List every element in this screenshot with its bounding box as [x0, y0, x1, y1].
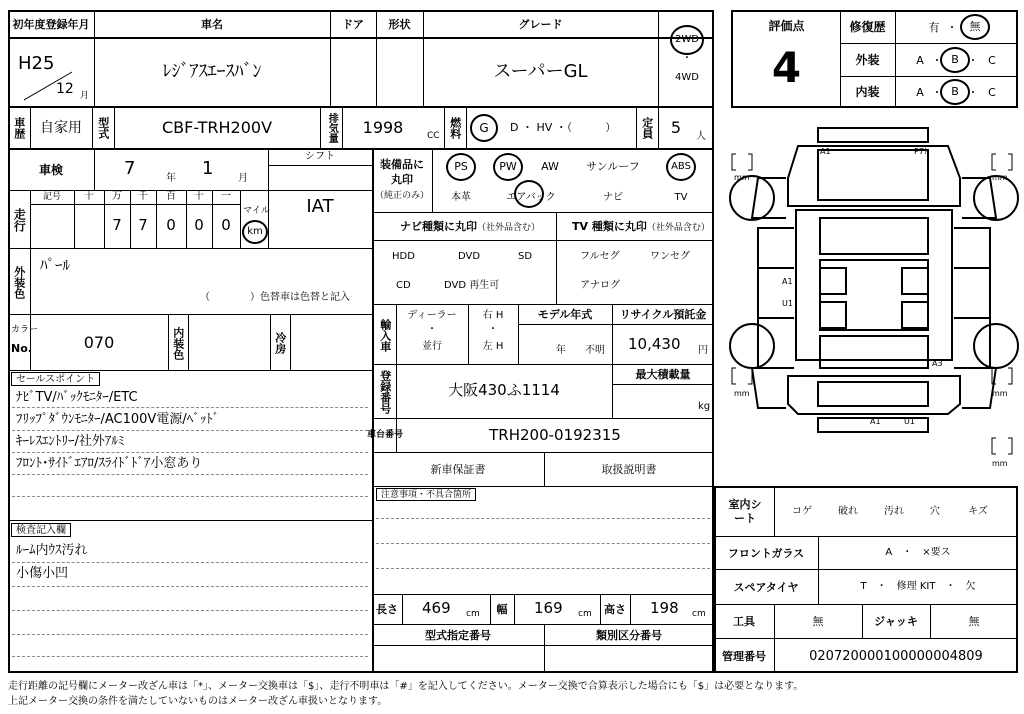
digit-label-4: 十 [194, 191, 204, 203]
exterior-color-label: 外装色 [12, 265, 26, 299]
exterior-label: 外装 [855, 53, 880, 68]
shift-value: IAT [306, 195, 334, 217]
notes-label: 注意事項・不具合箇所 [376, 488, 476, 501]
exterior-color-value: ﾊﾟｰﾙ [40, 256, 71, 274]
mileage-label: 走行 [12, 208, 27, 232]
width-value: 169 [534, 599, 563, 617]
kg-unit: kg [698, 401, 711, 412]
reg-year: H25 [18, 53, 55, 74]
exterior-color-note: （ ）色替車は色替と記入 [200, 292, 350, 303]
diagram-mark-6: U1 [904, 417, 915, 426]
navi-types-title: ナビ種類に丸印（社外品含む） [400, 220, 541, 233]
diagram-mm-1: mm [734, 173, 750, 182]
grade-value: スーパーGL [493, 60, 588, 82]
import-dot-2: ・ [488, 323, 498, 335]
cc-unit: CC [427, 131, 440, 141]
chassis-label: 車台番号 [367, 430, 404, 441]
diagram-roof-seat-1 [820, 268, 846, 294]
diagram-rear-window [820, 336, 928, 368]
jack-value: 無 [968, 615, 980, 629]
navi-cd: CD [396, 280, 411, 291]
digit-label-1: 万 [112, 191, 122, 203]
seat-item-4: キズ [968, 505, 988, 517]
equip-airbag: エアバック [506, 191, 556, 203]
import-right: 右 H [482, 309, 504, 321]
reg-month: 12 [56, 81, 74, 97]
mile-label: マイル [243, 206, 270, 216]
interior-dot-2: ・ [967, 85, 979, 99]
registration-value: 大阪430ふ1114 [448, 381, 560, 400]
digit-5: 0 [221, 216, 231, 235]
interior-label: 内装 [855, 85, 880, 100]
fuel-label: 燃料 [448, 117, 462, 139]
digit-label-2: 千 [138, 191, 148, 203]
inspection-month-unit: 月 [238, 173, 248, 184]
length-value: 469 [422, 599, 451, 617]
sales-point-line-0: ﾅﾋﾞTV/ﾊﾞｯｸﾓﾆﾀｰ/ETC [16, 390, 138, 405]
spare-tire-value: T ・ 修理 KIT ・ 欠 [860, 581, 976, 593]
doc-manual: 取扱説明書 [601, 463, 657, 477]
equip-navi: ナビ [603, 191, 623, 203]
doc-warranty: 新車保証書 [430, 463, 486, 477]
car-diagram [728, 118, 1020, 478]
diagram-roof-seat-3 [820, 302, 846, 328]
equipment-label-1: 装備品に [380, 158, 424, 172]
diagram-bracket-2 [992, 154, 1012, 170]
exterior-dot-1: ・ [931, 53, 943, 67]
capacity-label: 定員 [640, 117, 654, 139]
jack-label: ジャッキ [874, 615, 918, 629]
car-name-value: ﾚｼﾞｱｽｴｰｽﾊﾞﾝ [162, 60, 262, 82]
diagram-front-bumper [818, 128, 928, 142]
tv-types-title: TV 種類に丸印（社外品含む） [572, 220, 710, 233]
interior-c: C [988, 85, 996, 99]
seat-item-2: 汚れ [884, 505, 904, 517]
length-label: 長さ [376, 603, 398, 617]
shape-label: 形状 [388, 17, 411, 31]
history-label: 車歴 [12, 117, 26, 139]
diagram-mm-2: mm [992, 173, 1008, 182]
displacement-label: 排気量 [326, 113, 338, 143]
inspection-label: 車検 [38, 162, 63, 177]
door-label: ドア [342, 17, 364, 31]
sales-point-line-1: ﾌﾘｯﾌﾟﾀﾞｳﾝﾓﾆﾀｰ/AC100V電源/ﾍﾞｯﾄﾞ [16, 412, 220, 427]
diagram-bracket-3 [732, 368, 752, 384]
tools-value: 無 [812, 615, 824, 629]
import-dot-1: ・ [427, 323, 437, 335]
tv-oneseg: ワンセグ [650, 251, 690, 262]
recycle-unit: 円 [698, 345, 708, 356]
color-no-label-bottom: No. [11, 342, 32, 355]
diagram-mark-1: P7ﾄ [914, 147, 928, 156]
model-value: CBF-TRH200V [161, 117, 273, 137]
height-value: 198 [650, 599, 679, 617]
diagram-mark-4: A3 [932, 359, 943, 368]
footer-line-2: 上記メーター交換の条件を満たしていないものはメーター改ざん車扱いとなります。 [8, 696, 388, 707]
length-unit: cm [466, 609, 480, 619]
diagram-bracket-5 [992, 438, 1012, 454]
exterior-b: B [951, 53, 959, 67]
management-value: 020720000100000004809 [809, 648, 983, 664]
history-value: 自家用 [40, 119, 82, 136]
inspection-month: 1 [202, 158, 214, 179]
month-unit: 月 [80, 91, 90, 101]
model-year-label: モデル年式 [537, 308, 593, 322]
tv-fullseg: フルセグ [580, 251, 620, 262]
diagram-roof-seat-2 [902, 268, 928, 294]
score-value: 4 [771, 42, 802, 92]
diagram-left-side [758, 228, 794, 368]
equip-leather: 本革 [451, 191, 471, 203]
footer-line-1: 走行距離の記号欄にメーター改ざん車は「*」、メーター交換車は「$」、走行不明車は「#」を記入してください。メーター交換で合算表示した場合にも「$」は必要となります。 [8, 681, 804, 692]
diagram-mark-2: A1 [782, 277, 793, 286]
diagram-mark-0: A1 [820, 147, 831, 156]
interior-dot-1: ・ [931, 85, 943, 99]
tv-analog: アナログ [580, 280, 620, 291]
max-load-label: 最大積載量 [635, 368, 691, 382]
repair-no: 無 [969, 20, 981, 34]
aircon-label: 冷房 [273, 332, 287, 354]
tools-label: 工具 [733, 615, 755, 629]
drive-dot: ・ [682, 52, 692, 64]
width-label: 幅 [496, 603, 508, 617]
equip-ps: PS [454, 160, 468, 174]
navi-sd: SD [518, 251, 533, 262]
digit-label-3: 百 [166, 191, 176, 203]
digit-2: 7 [138, 216, 148, 235]
seat-item-1: 破れ [838, 505, 858, 517]
digit-4: 0 [194, 216, 204, 235]
equip-pw: PW [499, 160, 517, 174]
sales-points-label: セールスポイント [11, 372, 100, 386]
repair-dot: ・ [946, 20, 958, 34]
recycle-value: 10,430 [628, 335, 681, 353]
person-unit: 人 [696, 131, 706, 142]
diagram-rear-bumper [818, 382, 928, 406]
import-label: 輸入車 [378, 318, 392, 352]
diagram-roof-seat-4 [902, 302, 928, 328]
equipment-label-sub: （純正のみ） [374, 191, 429, 202]
height-label: 高さ [604, 603, 626, 617]
equip-sunroof: サンルーフ [586, 160, 640, 174]
diagram-mm-5: mm [992, 459, 1008, 468]
displacement-value: 1998 [362, 117, 404, 137]
model-year-unknown: 不明 [585, 345, 605, 356]
diagram-mm-3: mm [734, 389, 750, 398]
inspection-year: 7 [124, 158, 136, 179]
type-designation-label: 型式指定番号 [425, 628, 491, 642]
category-label: 類別区分番号 [596, 628, 662, 642]
windshield-label: フロントガラス [727, 546, 805, 560]
repair-label: 修復歴 [849, 20, 886, 35]
inspection-note-line-0: ﾙｰﾑ内ｳｽ汚れ [16, 543, 88, 558]
color-no-value: 070 [83, 332, 115, 352]
registration-label: 登録番号 [378, 370, 392, 414]
equip-tv: TV [674, 191, 688, 203]
interior-seat-label: 室内シート [728, 497, 762, 525]
interior-color-label: 内装色 [171, 326, 185, 360]
width-unit: cm [578, 609, 592, 619]
digit-1: 7 [112, 216, 122, 235]
drive-2wd: 2WD [675, 33, 699, 45]
seat-item-0: コゲ [792, 505, 812, 517]
diagram-rear-right-fender [962, 368, 996, 408]
interior-b: B [951, 85, 959, 99]
fuel-rest: D ・ HV ・（ ） [510, 121, 617, 134]
diagram-hood [818, 150, 928, 200]
management-label: 管理番号 [722, 649, 766, 663]
model-year-unit: 年 [556, 345, 566, 356]
inspection-note-line-1: 小傷小凹 [16, 566, 69, 581]
equip-abs: ABS [671, 160, 691, 172]
digit-3: 0 [166, 216, 176, 235]
import-left: 左 H [482, 340, 504, 352]
shift-label: シフト [305, 151, 335, 163]
reg-year-label: 初年度登録年月 [12, 17, 90, 31]
exterior-dot-2: ・ [967, 53, 979, 67]
inspection-notes-label: 検査記入欄 [11, 523, 71, 537]
equip-aw: AW [541, 160, 559, 174]
import-dealer: ディーラー [407, 309, 457, 321]
recycle-label: リサイクル預託金 [619, 308, 707, 322]
navi-dvd-play: DVD 再生可 [444, 280, 500, 291]
grade-label: グレード [518, 17, 563, 31]
diagram-tire-rear-left [730, 324, 774, 368]
spare-tire-label: スペアタイヤ [733, 580, 799, 594]
capacity-value: 5 [670, 117, 682, 137]
diagram-tire-rear-right [974, 324, 1018, 368]
digit-label-5: 一 [221, 191, 231, 203]
fuel-g: G [479, 120, 489, 135]
navi-dvd: DVD [458, 251, 481, 262]
diagram-mark-3: U1 [782, 299, 793, 308]
exterior-a: A [916, 53, 924, 67]
sales-point-line-3: ﾌﾛﾝﾄ･ｻｲﾄﾞｴｱﾛ/ｽﾗｲﾄﾞﾄﾞｱ小窓あり [16, 456, 203, 471]
diagram-rear-left-fender [752, 368, 786, 408]
car-name-label: 車名 [201, 17, 223, 31]
equipment-label-2: 丸印 [391, 173, 413, 187]
mileage-mark-label: 記号 [42, 191, 61, 202]
diagram-right-side [954, 228, 990, 368]
drive-4wd: 4WD [675, 71, 699, 83]
diagram-front-outline [788, 146, 960, 206]
navi-hdd: HDD [392, 251, 415, 262]
diagram-mm-4: mm [992, 389, 1008, 398]
seat-item-3: 穴 [930, 505, 940, 517]
score-label: 評価点 [768, 18, 805, 33]
import-parallel: 並行 [422, 340, 442, 352]
interior-a: A [916, 85, 924, 99]
exterior-c: C [988, 53, 996, 67]
diagram-mark-5: A1 [870, 417, 881, 426]
height-unit: cm [692, 609, 706, 619]
sales-point-line-2: ｷｰﾚｽｴﾝﾄﾘｰ/社外ｱﾙﾐ [16, 434, 125, 449]
repair-yes: 有 [928, 20, 940, 34]
km-label: km [247, 225, 263, 237]
chassis-value: TRH200-0192315 [489, 426, 621, 445]
diagram-windshield [820, 218, 928, 254]
digit-label-0: 十 [84, 191, 94, 203]
windshield-value: A ・ ×要ス [885, 547, 951, 559]
diagram-bracket-1 [732, 154, 752, 170]
color-no-label-top: カラー [11, 325, 39, 335]
inspection-year-unit: 年 [166, 173, 176, 184]
model-label: 型式 [96, 117, 110, 139]
